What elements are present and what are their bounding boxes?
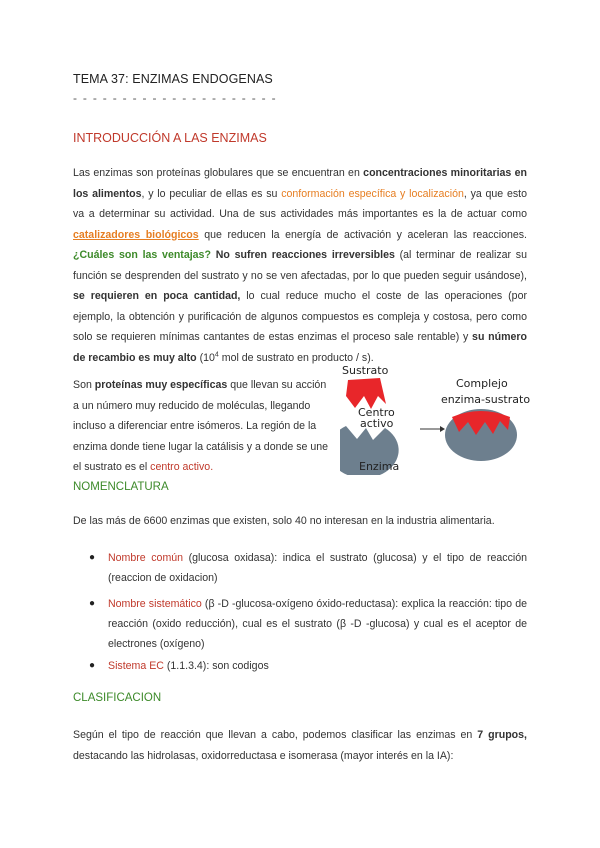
enzima-label: Enzima: [359, 460, 400, 473]
bullet-icon: ●: [89, 660, 96, 671]
complejo-label: Complejo: [456, 377, 508, 390]
specificity-paragraph: Son proteínas muy específicas que llevan su acción a un número muy reducido de moléculas, llegando incluso a diferenciar entre isómeros. La región de la enzima donde tiene lugar la catálisis y a donde se une el sustrato es el centro activo.: [73, 379, 329, 473]
bullet-list: [73, 594, 527, 654]
title-underline: - - - - - - - - - - - - - - - - - - - - -: [73, 91, 277, 105]
sustrato-label: Sustrato: [342, 364, 389, 377]
substrate-shape: [346, 378, 386, 409]
bullet-icon: ●: [89, 552, 96, 563]
clasificacion-paragraph: Según el tipo de reacción que llevan a cabo, podemos clasificar las enzimas en 7 grupos, destacando las hidrolasas, oxidorreductasa e isomerasa (mayor interés en la IA):: [73, 729, 527, 762]
activo-label: activo: [360, 417, 394, 430]
intro-heading: INTRODUCCIÓN A LAS ENZIMAS: [73, 131, 267, 145]
nomenclatura-paragraph: De las más de 6600 enzimas que existen, solo 40 no interesan en la industria alimentaria.: [73, 515, 495, 527]
biological-catalysts-link: catalizadores biológicos: [73, 228, 199, 241]
enzima-sustrato-label: enzima-sustrato: [441, 393, 531, 406]
intro-paragraph: Las enzimas son proteínas globulares que se encuentran en concentraciones minoritarias en los alimentos, y lo peculiar de ellas es su conformación específica y localización, ya que esto va a determinar su actividad. Una de sus actividades más importantes es la de actuar como catalizadores biológicos que reducen la energía de activación y aceleran las reacciones. ¿Cuáles son las ventajas? No sufren reacciones irreversibles (al terminar de realizar su función se desprenden del sustrato y no se ven afectadas, por lo que pueden seguir usándose), se requieren en poca cantidad, lo cual reduce mucho el coste de las operaciones (por ejemplo, la obtención y purificación de algunos compuestos es compleja y costosa, pero como solo se requieren mínimas cantantes de estas enzimas el proceso sale rentable) y su número de recambio es muy alto ($10^4$ mol de sustrato en producto / s).: [73, 167, 528, 364]
list-item: ● Nombre sistemático (β -D -glucosa-oxígeno óxido-reductasa): explica la reacción: tipo de reacción (oxido reducción), cual es el sustrato (β -D -glucosa) y cual es el aceptor de electrones (oxígeno): [73, 594, 527, 654]
list-item: ● Nombre común (glucosa oxidasa): indica el sustrato (glucosa) y el tipo de reacción (reaccion de oxidacion): [73, 548, 527, 588]
arrow-head: [440, 426, 445, 432]
clasificacion-heading: CLASIFICACION: [73, 692, 162, 704]
bullet-list: [73, 656, 527, 676]
enzyme-substrate-diagram: [340, 360, 540, 475]
nomenclatura-heading: NOMENCLATURA: [73, 481, 169, 493]
bullet-icon: ●: [89, 598, 96, 609]
page-title: TEMA 37: ENZIMAS ENDOGENAS: [73, 72, 273, 86]
centro-label: Centro: [358, 406, 395, 419]
list-item: ● Sistema EC (1.1.3.4): son codigos: [73, 656, 527, 676]
bullet-list: [73, 548, 527, 588]
